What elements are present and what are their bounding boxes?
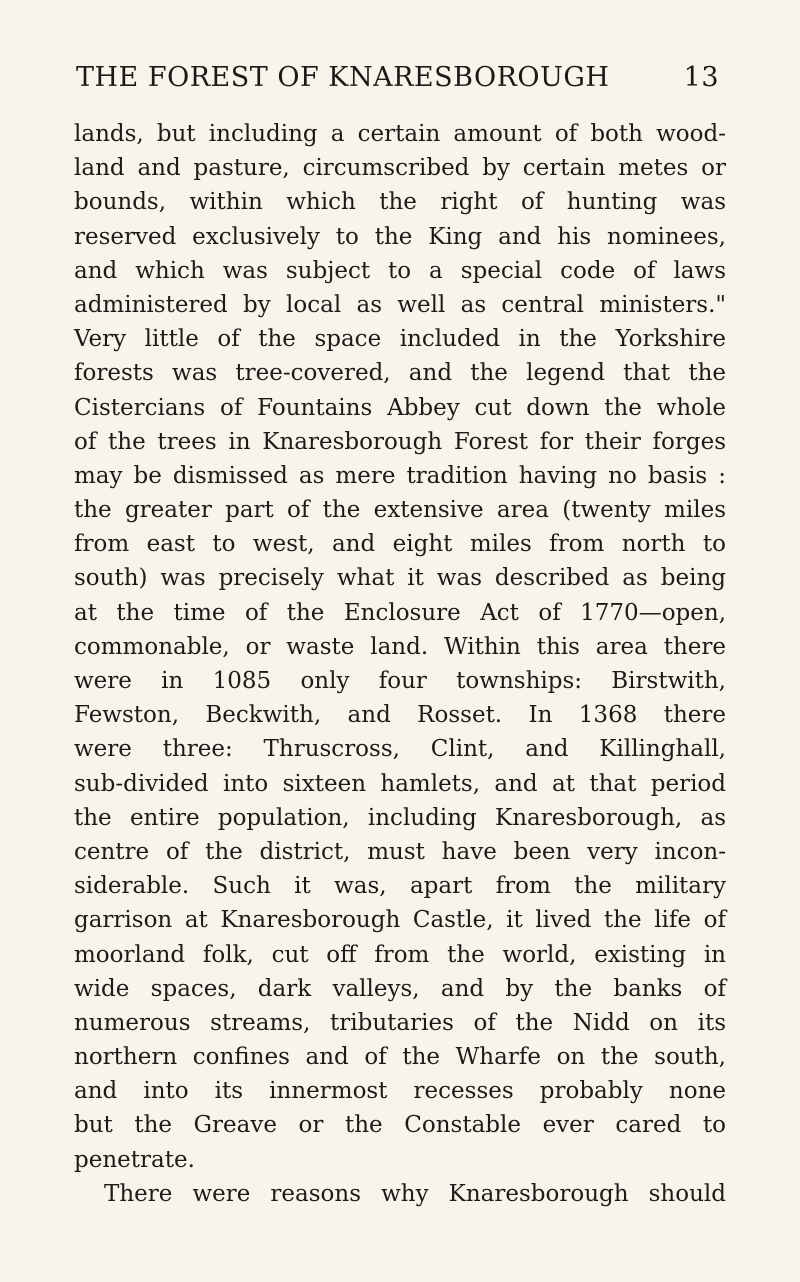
page-number: 13 xyxy=(683,62,719,93)
text-line: garrison at Knaresborough Castle, it lived the life of xyxy=(74,907,726,934)
text-line: administered by local as well as central ministers." xyxy=(74,291,726,318)
text-line: of the trees in Knaresborough Forest for their forges xyxy=(74,428,726,455)
text-line: reserved exclusively to the King and his nominees, xyxy=(74,223,726,250)
text-line: forests was tree-covered, and the legend that the xyxy=(74,360,726,387)
text-line: Fewston, Beckwith, and Rosset. In 1368 there xyxy=(74,702,726,729)
running-head: THE FOREST OF KNARESBOROUGH xyxy=(76,62,610,93)
text-line: penetrate. xyxy=(74,1146,195,1173)
text-line: sub-divided into sixteen hamlets, and at that period xyxy=(74,770,726,797)
text-line: moorland folk, cut off from the world, existing in xyxy=(74,941,726,968)
text-line: Cistercians of Fountains Abbey cut down the whole xyxy=(74,394,726,421)
text-line: and which was subject to a special code of laws xyxy=(74,257,726,284)
text-line: centre of the district, must have been very incon- xyxy=(74,838,726,865)
text-line: wide spaces, dark valleys, and by the banks of xyxy=(74,975,726,1002)
text-line: There were reasons why Knaresborough should xyxy=(104,1180,726,1207)
text-line: and into its innermost recesses probably none xyxy=(74,1078,726,1105)
text-line: the entire population, including Knaresborough, as xyxy=(74,804,726,831)
text-line: were in 1085 only four townships: Birstwith, xyxy=(74,668,726,694)
text-line: Very little of the space included in the Yorkshire xyxy=(74,326,726,353)
text-line: at the time of the Enclosure Act of 1770—open, xyxy=(74,599,726,626)
text-line: the greater part of the extensive area (twenty miles xyxy=(74,497,726,524)
text-line: siderable. Such it was, apart from the military xyxy=(74,873,726,900)
text-line: were three: Thruscross, Clint, and Killinghall, xyxy=(74,736,726,763)
text-line: commonable, or waste land. Within this area there xyxy=(74,633,726,660)
text-line: lands, but including a certain amount of both wood- xyxy=(74,121,726,147)
text-line: land and pasture, circumscribed by certain metes or xyxy=(74,155,726,182)
text-line: numerous streams, tributaries of the Nidd on its xyxy=(74,1009,726,1036)
text-line: may be dismissed as mere tradition having no basis : xyxy=(74,462,726,489)
text-line: from east to west, and eight miles from north to xyxy=(74,531,726,558)
text-line: northern confines and of the Wharfe on the south, xyxy=(74,1044,726,1071)
body-text xyxy=(74,117,726,1211)
text-line: bounds, within which the right of hunting was xyxy=(74,189,726,216)
text-line: south) was precisely what it was described as being xyxy=(74,565,726,592)
text-line: but the Greave or the Constable ever cared to xyxy=(74,1112,726,1139)
page-header xyxy=(76,62,719,106)
